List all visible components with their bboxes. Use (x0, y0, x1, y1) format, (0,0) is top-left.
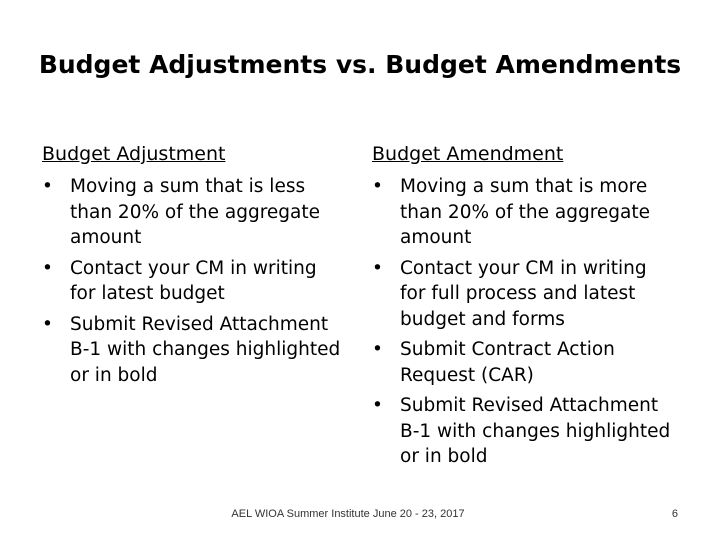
adjustment-bullet-list (42, 174, 347, 388)
page-number: 6 (671, 508, 678, 520)
amendment-heading: Budget Amendment (372, 143, 564, 165)
bullet-dot-icon: • (42, 313, 53, 335)
bullet-text: Moving a sum that is less than 20% of the aggregate amount (70, 176, 320, 248)
slide-title: Budget Adjustments vs. Budget Amendments (38, 50, 682, 79)
bullet-dot-icon: • (42, 257, 53, 279)
amendment-bullet (372, 174, 677, 251)
bullet-dot-icon: • (372, 395, 383, 416)
bullet-text: Submit Revised Attachment B-1 with changes highlighted or in bold (70, 313, 341, 386)
bullet-dot-icon: • (42, 176, 53, 197)
footer-text: AEL WIOA Summer Institute June 20 - 23, 2017 (231, 508, 465, 520)
bullet-text: Submit Revised Attachment B-1 with changes highlighted or in bold (400, 395, 671, 467)
adjustment-bullet (42, 256, 347, 307)
bullet-text: Contact your CM in writing for latest budget (70, 257, 317, 304)
amendment-bullet (372, 337, 677, 388)
bullet-text: Contact your CM in writing for full process and latest budget and forms (400, 257, 647, 330)
adjustment-bullet (42, 174, 347, 251)
amendment-column (372, 142, 677, 475)
bullet-dot-icon: • (372, 176, 383, 197)
bullet-dot-icon: • (372, 339, 383, 360)
amendment-bullet-list (372, 174, 677, 470)
amendment-bullet (372, 393, 677, 470)
adjustment-column (42, 142, 347, 393)
bullet-dot-icon: • (372, 257, 383, 279)
adjustment-bullet (42, 312, 347, 389)
adjustment-heading: Budget Adjustment (42, 143, 226, 165)
amendment-bullet (372, 256, 677, 333)
bullet-text: Moving a sum that is more than 20% of the aggregate amount (400, 176, 650, 248)
bullet-text: Submit Contract Action Request (CAR) (400, 339, 615, 386)
